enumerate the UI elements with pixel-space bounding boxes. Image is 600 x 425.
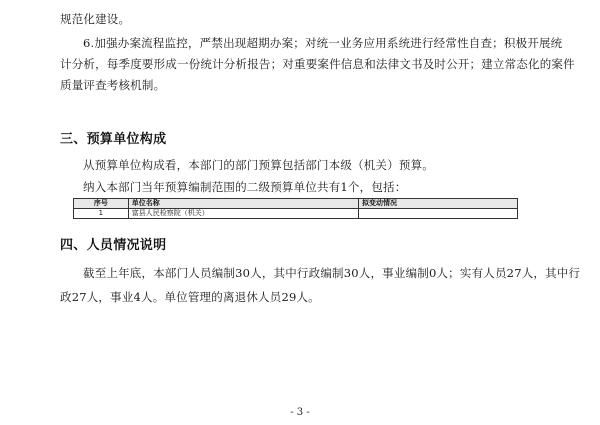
table-header-row (74, 199, 518, 209)
prev-line-4: 质量评查考核机制。 (60, 78, 166, 92)
table-cell-change (359, 209, 518, 219)
personnel-line-2: 政27人，事业4人。单位管理的离退休人员29人。 (60, 290, 320, 304)
table-row (74, 209, 518, 219)
prev-line-1: 规范化建设。 (60, 12, 131, 26)
section-heading-personnel: 四、人员情况说明 (60, 238, 167, 253)
prev-line-2: 6.加强办案流程监控，严禁出现超期办案；对统一业务应用系统进行经常性自查；积极开展统 (83, 36, 563, 50)
prev-line-3: 计分析，每季度要形成一份统计分析报告；对重要案件信息和法律文书及时公开；建立常态化的案件 (60, 57, 575, 71)
page-number: - 3 - (290, 407, 310, 418)
table-cell-no: 1 (74, 209, 129, 219)
budget-para-2: 纳入本部门当年预算编制范围的二级预算单位共有1个，包括： (83, 180, 407, 194)
budget-unit-table (73, 198, 518, 219)
personnel-text (60, 263, 581, 308)
section-heading-budget-units: 三、预算单位构成 (60, 132, 167, 147)
table-header-change: 拟变动情况 (359, 199, 518, 209)
table-header-no: 序号 (74, 199, 129, 209)
budget-para-1: 从预算单位构成看，本部门的部门预算包括部门本级（机关）预算。 (83, 158, 434, 172)
table-cell-unit-name: 富县人民检察院（机关） (128, 209, 358, 219)
personnel-line-1: 截至上年底，本部门人员编制30人，其中行政编制30人，事业编制0人；实有人员27人，其中行 (83, 266, 581, 280)
table-header-unit-name: 单位名称 (128, 199, 358, 209)
prev-section-text (60, 9, 575, 96)
